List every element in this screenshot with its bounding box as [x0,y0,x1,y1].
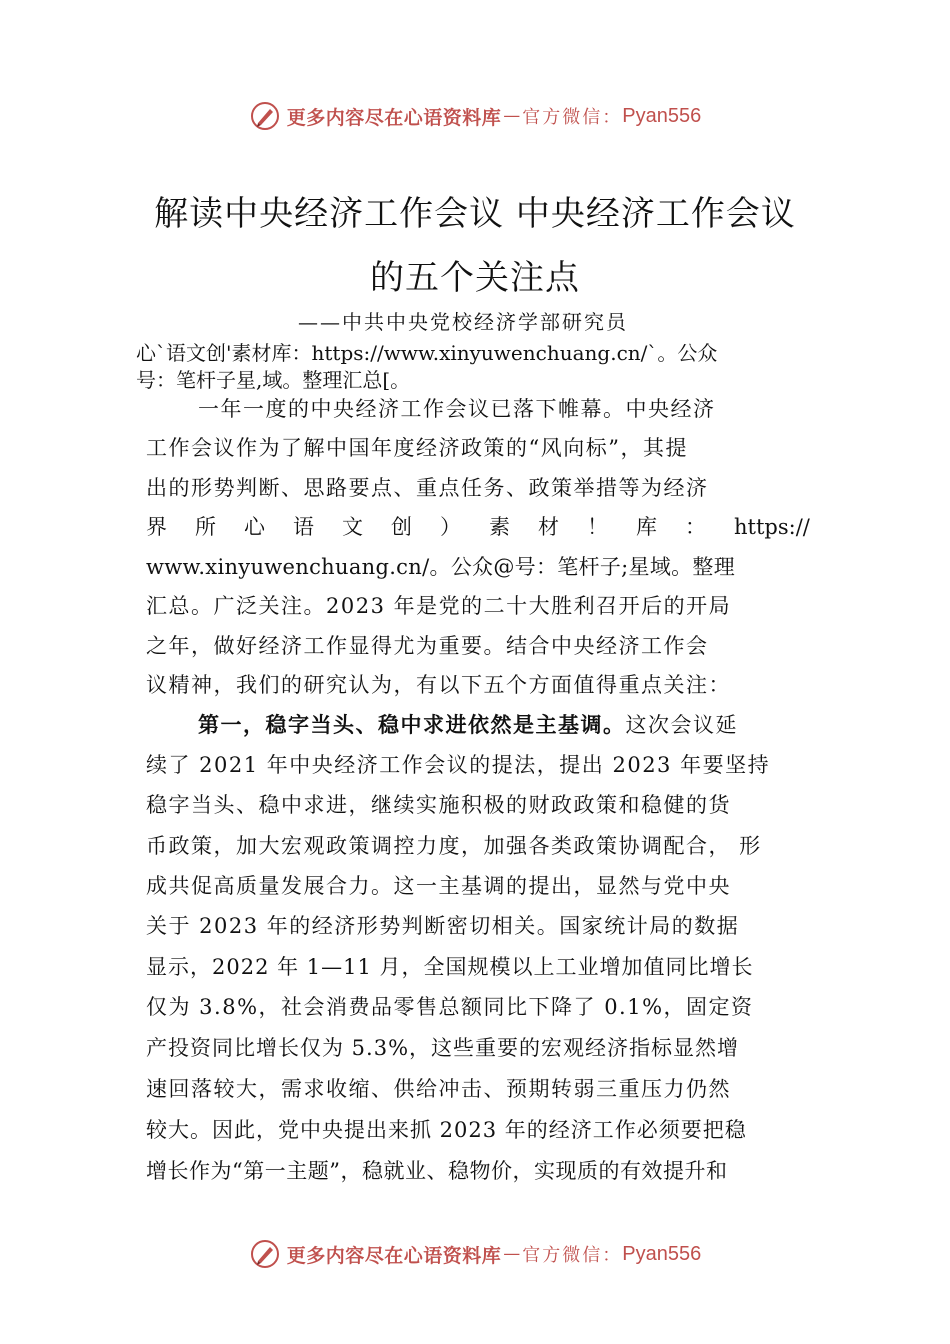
lead-rest: 这次会议延 [625,713,738,737]
paragraph-line: 币政策，加大宏观政策调控力度，加强各类政策协调配合， 形 [146,834,762,858]
word: 创 [391,515,412,539]
word: 库 [636,515,657,539]
paragraph-line: 较大。因此，党中央提出来抓 2023 年的经济工作必须要把稳 [146,1118,747,1142]
banner-separator: — [503,106,521,126]
byline: ——中共中央党校经济学部研究员 [298,310,628,334]
word: 心 [244,515,265,539]
paragraph-line: 成共促高质量发展合力。这一主基调的提出，显然与党中央 [146,874,731,898]
paragraph-line: 仅为 3.8%，社会消费品零售总额同比下降了 0.1%，固定资 [146,995,754,1019]
paragraph-line: 议精神，我们的研究认为，有以下五个方面值得重点关注： [146,673,731,697]
source-note-line: 心`语文创'素材库：https://www.xinyuwenchuang.cn/`。公众 [136,341,718,365]
banner-text: 更多内容尽在心语资料库 [286,106,502,129]
paragraph-line: 稳字当头、稳中求进，继续实施积极的财政政策和稳健的货 [146,793,731,817]
paragraph-line: 汇总。广泛关注。2023 年是党的二十大胜利召开后的开局 [146,594,732,618]
paragraph-line: 速回落较大，需求收缩、供给冲击、预期转弱三重压力仍然 [146,1077,731,1101]
word: ） [440,515,461,539]
word: 材 [538,515,559,539]
word: ！ [587,515,608,539]
banner-wechat-label: 官方微信： [522,1245,623,1266]
paragraph-line: 出的形势判断、思路要点、重点任务、政策举措等为经济 [146,476,709,500]
banner-wechat-id: Pyan556 [622,1242,702,1265]
paragraph-line: 一年一度的中央经济工作会议已落下帷幕。中央经济 [198,397,716,421]
banner-wechat-label: 官方微信： [522,107,623,128]
paragraph-line: 工作会议作为了解中国年度经济政策的“风向标”，其提 [146,436,688,460]
paragraph-line: 增长作为“第一主题”，稳就业、稳物价，实现质的有效提升和 [146,1159,728,1183]
footer-banner [0,1234,950,1274]
pen-logo-icon [249,1238,281,1270]
banner-separator: — [503,1244,521,1264]
page-title-line-2: 的五个关注点 [370,258,580,298]
paragraph-line: 关于 2023 年的经济形势判断密切相关。国家统计局的数据 [146,914,740,938]
paragraph-line: 续了 2021 年中央经济工作会议的提法，提出 2023 年要坚持 [146,753,771,777]
paragraph-line: 显示，2022 年 1—11 月，全国规模以上工业增加值同比增长 [146,955,754,979]
banner-text: 更多内容尽在心语资料库 [286,1244,502,1267]
paragraph-line: 产投资同比增长仅为 5.3%，这些重要的宏观经济指标显然增 [146,1036,740,1060]
page-title-line-1: 解读中央经济工作会议 中央经济工作会议 [154,194,796,234]
word: https:// [734,515,810,539]
word: 素 [489,515,510,539]
paragraph-line: www.xinyuwenchuang.cn/。公众@号：笔杆子;星域。整理 [146,555,736,579]
source-note-line: 号：笔杆子星,域。整理汇总[。 [136,368,411,392]
banner-wechat-id: Pyan556 [622,104,702,127]
word: 语 [293,515,314,539]
word: 界 [146,515,167,539]
paragraph-line-justified [146,510,810,544]
pen-logo-icon [249,100,281,132]
paragraph-line [146,708,810,742]
header-banner [0,96,950,136]
word: ： [685,515,706,539]
section-lead: 第一，稳字当头、稳中求进依然是主基调。 [198,712,626,737]
word: 文 [342,515,363,539]
word: 所 [195,515,216,539]
paragraph-line: 之年，做好经济工作显得尤为重要。结合中央经济工作会 [146,634,709,658]
